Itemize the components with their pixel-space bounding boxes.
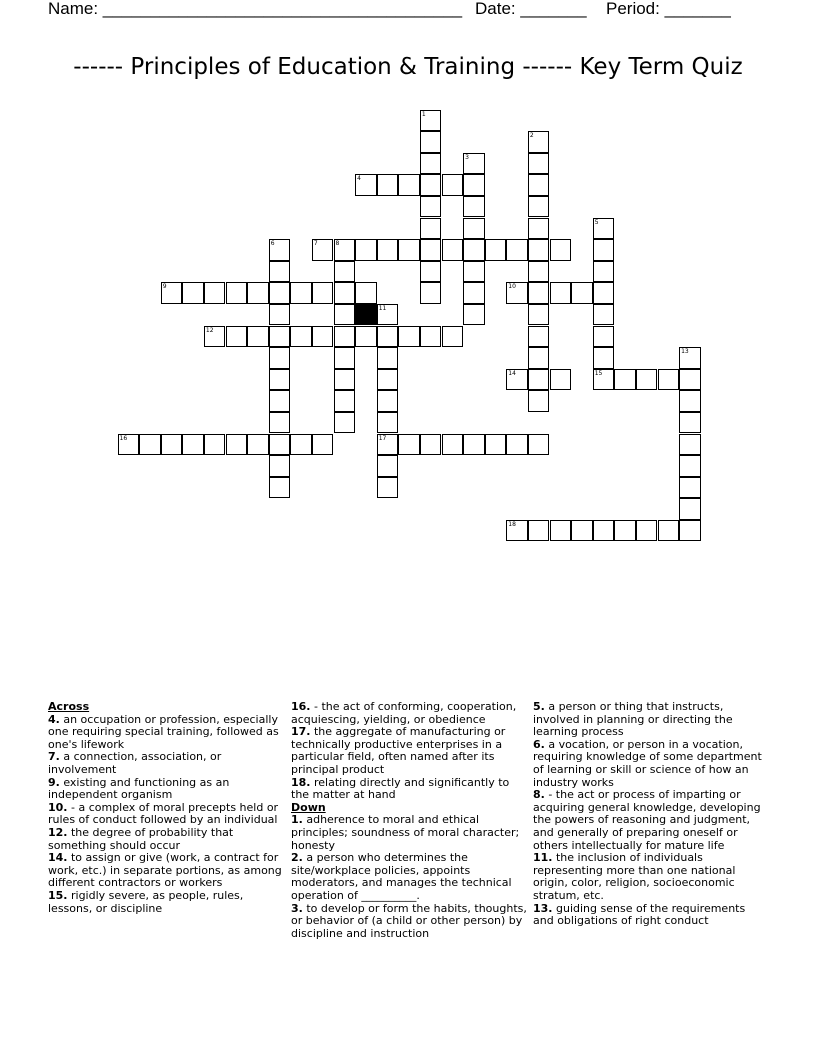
crossword-cell[interactable] — [269, 239, 291, 261]
crossword-cell[interactable] — [506, 282, 528, 304]
clue-item-text: the aggregate of manufacturing or technically productive enterprises in a particular field, often named after its principal product — [291, 725, 506, 776]
crossword-cell[interactable] — [658, 369, 680, 391]
clue-number: 6 — [270, 240, 275, 248]
clue-item-text: guiding sense of the requirements and obligations of right conduct — [533, 901, 746, 928]
clue-item-number: 12. — [48, 825, 68, 839]
crossword-cell[interactable] — [679, 412, 701, 434]
crossword-cell[interactable] — [204, 434, 226, 456]
clue-item-number: 6. — [533, 737, 545, 751]
crossword-cell[interactable] — [528, 369, 550, 391]
down-heading: Down — [291, 800, 326, 814]
crossword-cell[interactable] — [377, 174, 399, 196]
clues-column-3 — [533, 701, 769, 928]
clue-item-number: 11. — [533, 851, 553, 865]
clue-number: 13 — [681, 348, 689, 356]
clue-item-text: relating directly and significantly to the matter at hand — [291, 775, 510, 802]
clue-item-text: a person or thing that instructs, involved in planning or directing the learning process — [533, 700, 733, 739]
clues-column-1 — [48, 701, 282, 915]
crossword-cell[interactable] — [334, 412, 356, 434]
crossword-cell[interactable] — [290, 434, 312, 456]
crossword-cell[interactable] — [463, 153, 485, 175]
clue-number: 18 — [508, 520, 516, 528]
crossword-cell[interactable] — [442, 174, 464, 196]
crossword-cell[interactable] — [420, 239, 442, 261]
crossword-cell[interactable] — [614, 520, 636, 542]
clue-item — [291, 777, 527, 802]
crossword-cell[interactable] — [679, 520, 701, 542]
crossword-cell[interactable] — [226, 282, 248, 304]
crossword-cell[interactable] — [269, 477, 291, 499]
crossword-cell[interactable] — [420, 261, 442, 283]
crossword-cell[interactable] — [593, 304, 615, 326]
crossword-cell[interactable] — [528, 261, 550, 283]
crossword-cell[interactable] — [118, 434, 140, 456]
crossword-cell[interactable] — [312, 282, 334, 304]
crossword-cell[interactable] — [550, 239, 572, 261]
crossword-cell[interactable] — [247, 326, 269, 348]
crossword-cell[interactable] — [269, 261, 291, 283]
crossword-cell[interactable] — [679, 347, 701, 369]
crossword-cell[interactable] — [463, 239, 485, 261]
crossword-cell[interactable] — [593, 261, 615, 283]
clue-number: 5 — [594, 218, 599, 226]
crossword-cell[interactable] — [593, 239, 615, 261]
crossword-cell[interactable] — [377, 434, 399, 456]
crossword-cell[interactable] — [528, 347, 550, 369]
crossword-cell[interactable] — [550, 369, 572, 391]
crossword-cell[interactable] — [463, 174, 485, 196]
crossword-cell[interactable] — [528, 434, 550, 456]
crossword-cell[interactable] — [377, 390, 399, 412]
crossword-cell[interactable] — [463, 434, 485, 456]
crossword-cell[interactable] — [528, 218, 550, 240]
crossword-cell[interactable] — [485, 434, 507, 456]
clue-item-number: 16. — [291, 700, 311, 713]
clue-item — [533, 701, 769, 739]
clue-number: 16 — [119, 434, 128, 442]
clue-item-number: 10. — [48, 800, 68, 814]
crossword-cell[interactable] — [377, 369, 399, 391]
clue-item — [291, 814, 527, 852]
crossword-cell[interactable] — [550, 282, 572, 304]
crossword-cell[interactable] — [420, 218, 442, 240]
crossword-cell[interactable] — [377, 455, 399, 477]
crossword-cell[interactable] — [571, 282, 593, 304]
crossword-cell[interactable] — [528, 174, 550, 196]
crossword-cell[interactable] — [593, 326, 615, 348]
crossword-cell[interactable] — [247, 282, 269, 304]
crossword-cell[interactable] — [442, 434, 464, 456]
crossword-cell[interactable] — [290, 326, 312, 348]
clue-item-number: 9. — [48, 775, 60, 789]
crossword-cell[interactable] — [636, 369, 658, 391]
crossword-cell[interactable] — [377, 326, 399, 348]
crossword-cell[interactable] — [290, 282, 312, 304]
crossword-cell[interactable] — [334, 326, 356, 348]
crossword-cell[interactable] — [593, 520, 615, 542]
crossword-cell[interactable] — [334, 239, 356, 261]
crossword-cell[interactable] — [658, 520, 680, 542]
crossword-cell[interactable] — [593, 369, 615, 391]
clue-item-text: to develop or form the habits, thoughts, or behavior of (a child or other person) by discipline and instruction — [291, 901, 527, 940]
clue-number: 3 — [465, 153, 469, 161]
clue-item-number: 14. — [48, 851, 68, 865]
crossword-cell[interactable] — [269, 369, 291, 391]
crossword-cell[interactable] — [269, 304, 291, 326]
crossword-cell[interactable] — [679, 390, 701, 412]
crossword-cell[interactable] — [182, 434, 204, 456]
crossword-cell[interactable] — [442, 239, 464, 261]
clue-item-text: - the act or process of imparting or acquiring general knowledge, developing the powers of reasoning and judgment, and generally of preparing oneself or others intellectually for mature life — [533, 788, 761, 852]
blocked-cell — [355, 304, 377, 326]
crossword-cell[interactable] — [355, 174, 377, 196]
crossword-cell[interactable] — [377, 347, 399, 369]
crossword-cell[interactable] — [550, 520, 572, 542]
clue-item-text: the degree of probability that something should occur — [48, 825, 234, 852]
crossword-cell[interactable] — [334, 390, 356, 412]
clue-item-text: a connection, association, or involvement — [48, 750, 222, 776]
clue-item-text: the inclusion of individuals representing more than one national origin, color, religion, socioeconomic stratum, etc. — [533, 851, 736, 902]
clue-number: 7 — [313, 240, 318, 248]
clue-item-number: 1. — [291, 813, 303, 827]
clue-number: 17 — [378, 434, 387, 442]
crossword-cell[interactable] — [420, 326, 442, 348]
crossword-cell[interactable] — [593, 218, 615, 240]
name-field-label[interactable]: Name: ______________________________________ — [48, 0, 463, 18]
clues-column-2 — [291, 701, 527, 940]
crossword-cell[interactable] — [269, 434, 291, 456]
crossword-cell[interactable] — [420, 110, 442, 132]
crossword-cell[interactable] — [528, 282, 550, 304]
crossword-cell[interactable] — [139, 434, 161, 456]
crossword-cell[interactable] — [377, 239, 399, 261]
clue-item — [48, 827, 282, 852]
crossword-cell[interactable] — [528, 304, 550, 326]
crossword-cell[interactable] — [420, 153, 442, 175]
crossword-cell[interactable] — [679, 369, 701, 391]
crossword-cell[interactable] — [679, 455, 701, 477]
crossword-cell[interactable] — [334, 304, 356, 326]
crossword-cell[interactable] — [420, 174, 442, 196]
clue-item-number: 15. — [48, 888, 68, 902]
crossword-cell[interactable] — [355, 282, 377, 304]
date-field-label[interactable]: Date: _______ — [475, 0, 587, 18]
crossword-cell[interactable] — [226, 326, 248, 348]
clue-item — [48, 802, 282, 827]
clue-number: 2 — [529, 132, 534, 140]
crossword-cell[interactable] — [398, 174, 420, 196]
clue-item-text: existing and functioning as an independent organism — [48, 775, 230, 802]
crossword-cell[interactable] — [334, 347, 356, 369]
across-heading: Across — [48, 700, 90, 713]
crossword-cell[interactable] — [420, 196, 442, 218]
crossword-cell[interactable] — [398, 239, 420, 261]
crossword-cell[interactable] — [506, 434, 528, 456]
crossword-cell[interactable] — [182, 282, 204, 304]
crossword-cell[interactable] — [528, 131, 550, 153]
crossword-cell[interactable] — [377, 304, 399, 326]
crossword-cell[interactable] — [312, 434, 334, 456]
crossword-cell[interactable] — [636, 520, 658, 542]
crossword-cell[interactable] — [269, 390, 291, 412]
crossword-cell[interactable] — [679, 477, 701, 499]
crossword-cell[interactable] — [614, 369, 636, 391]
clue-item-number: 5. — [533, 700, 545, 713]
clue-number: 9 — [162, 283, 167, 291]
crossword-cell[interactable] — [463, 218, 485, 240]
crossword-cell[interactable] — [506, 369, 528, 391]
clue-item — [291, 903, 527, 941]
clue-item-number: 3. — [291, 901, 303, 915]
clue-item — [291, 852, 527, 902]
crossword-cell[interactable] — [269, 412, 291, 434]
crossword-cell[interactable] — [204, 282, 226, 304]
crossword-cell[interactable] — [593, 282, 615, 304]
clue-item-text: an occupation or profession, especially one requiring special training, followed as one's lifework — [48, 712, 279, 751]
crossword-cell[interactable] — [355, 326, 377, 348]
clue-item-text: adherence to moral and ethical principles; soundness of moral character; honesty — [291, 813, 520, 852]
crossword-cell[interactable] — [420, 434, 442, 456]
clue-item-text: - a complex of moral precepts held or rules of conduct followed by an individual — [48, 800, 279, 827]
clue-number: 15 — [594, 369, 603, 377]
crossword-cell[interactable] — [377, 412, 399, 434]
clue-item-number: 13. — [533, 901, 553, 915]
clue-item-number: 7. — [48, 750, 60, 764]
clue-item — [533, 903, 769, 928]
crossword-cell[interactable] — [334, 282, 356, 304]
crossword-cell[interactable] — [506, 239, 528, 261]
crossword-cell[interactable] — [334, 261, 356, 283]
clue-item-text: a person who determines the site/workplace policies, appoints moderators, and manages the technical operation of __________. — [291, 851, 512, 902]
crossword-cell[interactable] — [269, 455, 291, 477]
crossword-cell[interactable] — [679, 434, 701, 456]
clue-item — [533, 852, 769, 902]
clue-number: 14 — [508, 369, 516, 377]
crossword-cell[interactable] — [204, 326, 226, 348]
clue-item-number: 18. — [291, 775, 311, 789]
crossword-cell[interactable] — [398, 434, 420, 456]
page-title: ------ Principles of Education & Training ------ Key Term Quiz — [73, 54, 743, 80]
clue-item-text: rigidly severe, as people, rules, lessons, or discipline — [48, 888, 244, 915]
crossword-cell[interactable] — [334, 369, 356, 391]
crossword-cell[interactable] — [463, 282, 485, 304]
clue-number: 1 — [421, 110, 426, 118]
clue-number: 12 — [205, 326, 214, 334]
period-field-label[interactable]: Period: _______ — [606, 0, 731, 18]
crossword-cell[interactable] — [528, 153, 550, 175]
clue-number: 10 — [508, 283, 516, 291]
crossword-cell[interactable] — [269, 347, 291, 369]
clue-item — [48, 714, 282, 752]
crossword-cell[interactable] — [442, 326, 464, 348]
crossword-cell[interactable] — [506, 520, 528, 542]
crossword-cell[interactable] — [679, 498, 701, 520]
crossword-cell[interactable] — [463, 196, 485, 218]
clue-item — [291, 701, 527, 726]
clue-item — [48, 777, 282, 802]
crossword-cell[interactable] — [528, 520, 550, 542]
clue-item-number: 17. — [291, 725, 311, 739]
clue-item — [48, 890, 282, 915]
crossword-cell[interactable] — [463, 261, 485, 283]
clue-item-text: to assign or give (work, a contract for work, etc.) in separate portions, as among different contractors or workers — [48, 851, 282, 890]
crossword-cell[interactable] — [463, 304, 485, 326]
clue-number: 4 — [357, 175, 361, 183]
crossword-cell[interactable] — [593, 347, 615, 369]
clue-item — [291, 726, 527, 776]
crossword-cell[interactable] — [377, 477, 399, 499]
clue-item-number: 2. — [291, 851, 303, 865]
crossword-cell[interactable] — [528, 390, 550, 412]
clue-number: 11 — [378, 304, 387, 312]
crossword-cell[interactable] — [312, 326, 334, 348]
clue-item — [48, 751, 282, 776]
crossword-cell[interactable] — [355, 239, 377, 261]
crossword-cell[interactable] — [269, 326, 291, 348]
clue-item-number: 4. — [48, 712, 60, 726]
crossword-cell[interactable] — [226, 434, 248, 456]
clue-item — [533, 739, 769, 789]
crossword-cell[interactable] — [571, 520, 593, 542]
crossword-cell[interactable] — [269, 282, 291, 304]
crossword-cell[interactable] — [247, 434, 269, 456]
crossword-cell[interactable] — [528, 326, 550, 348]
clue-number: 8 — [335, 240, 340, 248]
clue-item — [533, 789, 769, 852]
crossword-cell[interactable] — [398, 326, 420, 348]
crossword-cell[interactable] — [420, 131, 442, 153]
clue-item-number: 8. — [533, 788, 545, 802]
clue-item-text: - the act of conforming, cooperation, acquiescing, yielding, or obedience — [291, 700, 517, 726]
crossword-cell[interactable] — [161, 282, 183, 304]
crossword-cell[interactable] — [485, 239, 507, 261]
crossword-cell[interactable] — [161, 434, 183, 456]
crossword-cell[interactable] — [528, 239, 550, 261]
clue-item — [48, 852, 282, 890]
crossword-cell[interactable] — [528, 196, 550, 218]
crossword-cell[interactable] — [312, 239, 334, 261]
crossword-cell[interactable] — [420, 282, 442, 304]
clue-item-text: a vocation, or person in a vocation, requiring knowledge of some department of learning or skill or science of how an industry works — [533, 737, 762, 789]
